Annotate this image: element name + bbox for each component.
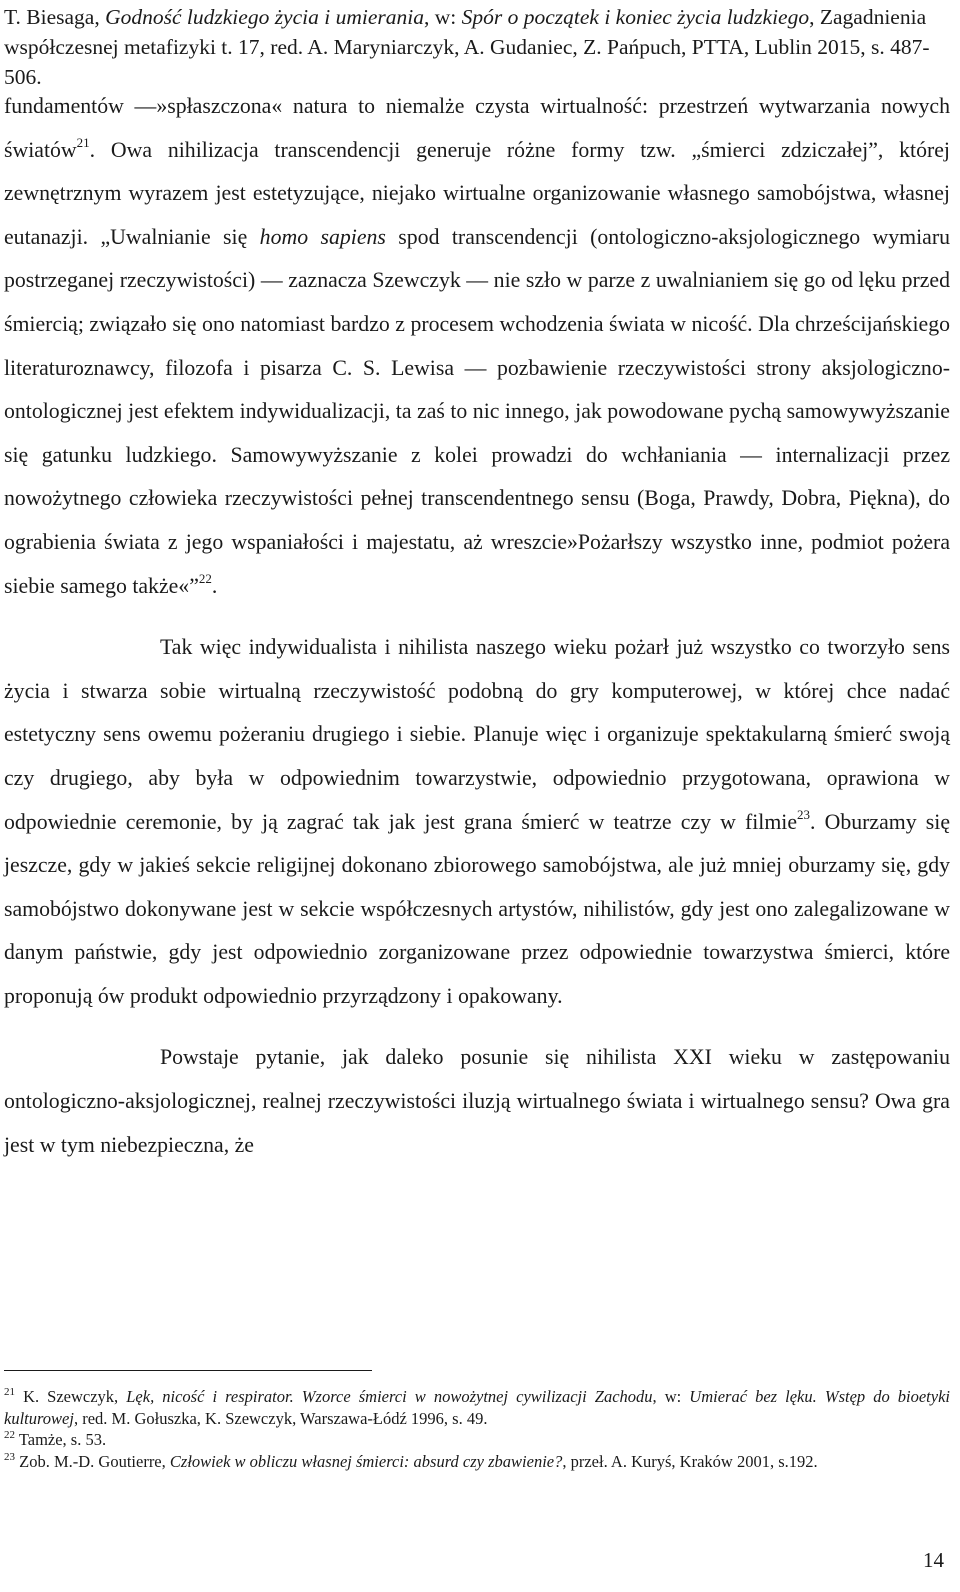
footnote-text: , red. M. Gołuszka, K. Szewczyk, Warszawa-Łódź 1996, s. 49.: [73, 1408, 488, 1428]
footnote-text: K. Szewczyk,: [15, 1387, 127, 1406]
footnote-title: Umierać bez lęku. Wstęp do bioetyki kulturowej: [4, 1387, 950, 1428]
paragraph-1: [4, 85, 950, 608]
citation-rest: , Zagadnienia współczesnej metafizyki t. 17, red. A. Maryniarczyk, A. Gudaniec, Z. Pańpuch, PTTA, Lublin 2015, s. 487-506.: [4, 5, 930, 89]
footnote-separator: [4, 1370, 372, 1371]
footnote-text: Zob. M.-D. Goutierre,: [15, 1451, 170, 1471]
footnote-23: [4, 1451, 950, 1473]
paragraph-1-text-4: .: [211, 573, 218, 598]
footnotes: [4, 1386, 950, 1472]
footnote-21: [4, 1386, 950, 1429]
paragraph-2-text: Tak więc indywidualista i nihilista naszego wieku pożarł już wszystko co tworzyło sens życia i stwarza sobie wirtualną rzeczywistość podobną do gry komputerowej, w której chce nadać estetyczny sens owemu pożeraniu drugiego i siebie. Planuje więc i organizuje spektakularną śmierć swoją czy drugiego, aby była w odpowiednim towarzystwie, odpowiednio przygotowana, oprawiona w odpowiednie ceremonie, by ją zagrać tak jak jest grana śmierć w teatrze czy w filmie: [4, 635, 950, 834]
footnote-text: , przeł. A. Kuryś, Kraków 2001, s.192.: [562, 1451, 818, 1471]
paragraph-3-text: Powstaje pytanie, jak daleko posunie się nihilista XXI wieku w zastępowaniu ontologiczno-aksjologicznej, realnej rzeczywistości iluzją wirtualnego świata i wirtualnego sensu? Owa gra jest w tym niebezpieczna, że: [4, 1045, 950, 1157]
footnote-number: 21: [4, 1386, 15, 1398]
paragraph-1-text-2: . Owa nihilizacja transcendencji generuje różne formy tzw. „śmierci zdziczałej”, której zewnętrznym wyrazem jest estetyzujące, niejako wirtualne organizowanie własnego samobójstwa, własnej eutanazji. „Uwalnianie się: [4, 137, 950, 249]
footnote-ref-22[interactable]: 22: [198, 570, 212, 586]
bibliographic-citation: [4, 2, 954, 92]
citation-source: Spór o początek i koniec życia ludzkiego: [461, 5, 810, 29]
citation-mid: , w:: [423, 5, 462, 29]
paragraph-2: [4, 626, 950, 1018]
footnote-22: [4, 1429, 950, 1451]
footnote-ref-23[interactable]: 23: [797, 806, 811, 822]
paragraph-2-text-2: . Oburzamy się jeszcze, gdy w jakieś sekcie religijnej dokonano zbiorowego samobójstwa, ale już mniej oburzamy się, gdy samobójstwo dokonywane jest w sekcie współczesnych artystów, nihilistów, gdy jest ono zalegalizowane w danym państwie, gdy jest odpowiednio zorganizowane przez odpowiednie towarzystwa śmierci, które proponują ów produkt odpowiednio przyrządzony i opakowany.: [4, 809, 950, 1008]
footnote-ref-21[interactable]: 21: [76, 134, 90, 150]
main-text: [4, 85, 950, 1167]
italic-term: homo sapiens: [259, 224, 386, 249]
citation-author: T. Biesaga,: [4, 5, 106, 29]
footnote-title: Człowiek w obliczu własnej śmierci: absurd czy zbawienie?: [169, 1451, 563, 1471]
citation-title: Godność ludzkiego życia i umierania: [105, 5, 424, 29]
page-number: 14: [923, 1548, 944, 1572]
paragraph-1-text-3: spod transcendencji (ontologiczno-aksjologicznego wymiaru postrzeganej rzeczywistości) — zaznacza Szewczyk — nie szło w parze z uwalnianiem się go od lęku przed śmiercią; związało się ono natomiast bardzo z procesem wchodzenia świata w nicość. Dla chrześcijańskiego literaturoznawcy, filozofa i pisarza C. S. Lewisa — pozbawienie rzeczywistości strony aksjologiczno-ontologicznej jest efektem indywidualizacji, ta zaś to nic innego, jak powodowane pychą samowywyższanie się gatunku ludzkiego. Samowywyższanie z kolei prowadzi do wchłaniania — internalizacji przez nowożytnego człowieka rzeczywistości pełnej transcendentnego sensu (Boga, Prawdy, Dobra, Piękna), do ograbienia świata z jego wspaniałości i majestatu, aż wreszcie»Pożarłszy wszystko inne, podmiot pożera siebie samego także«”: [4, 224, 950, 598]
paragraph-3: [4, 1036, 950, 1167]
footnote-title: Lęk, nicość i respirator. Wzorce śmierci w nowożytnej cywilizacji Zachodu: [126, 1387, 653, 1406]
footnote-number: 22: [4, 1429, 15, 1441]
paragraph-1-text: fundamentów —»spłaszczona« natura to niemalże czysta wirtualność: przestrzeń wytwarzania nowych światów: [4, 94, 950, 162]
footnote-text: , w:: [652, 1387, 690, 1406]
footnote-text: Tamże, s. 53.: [15, 1430, 107, 1449]
footnote-number: 23: [4, 1450, 15, 1463]
